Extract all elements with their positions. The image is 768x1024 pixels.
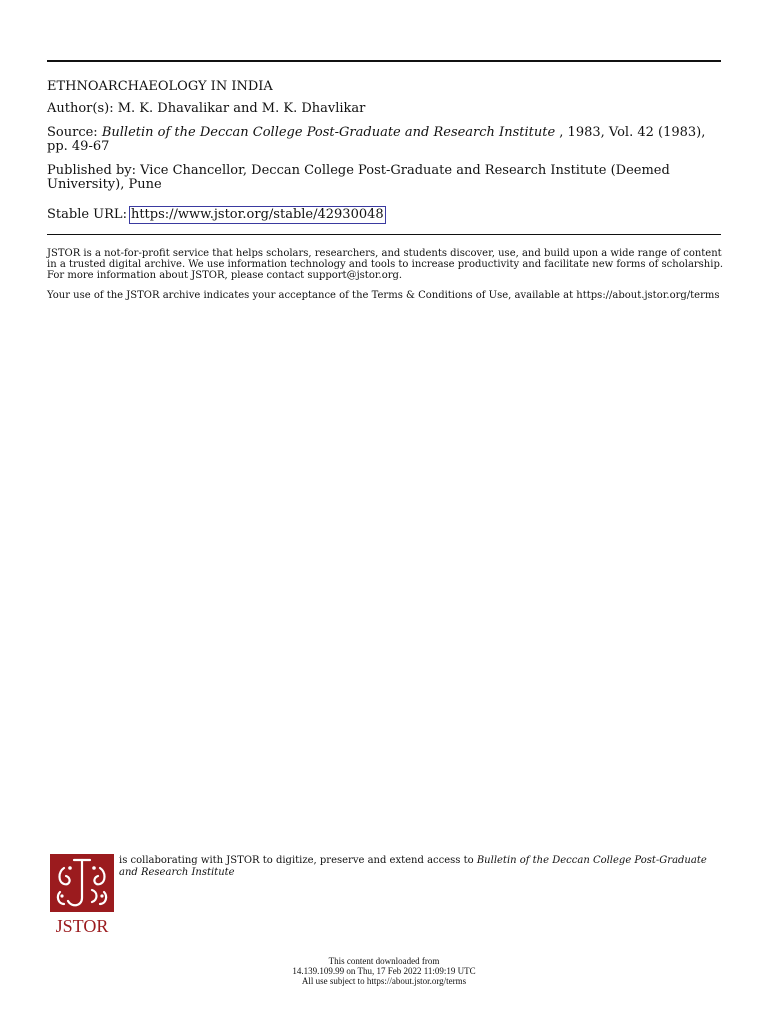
collaboration-journal: Bulletin of the Deccan College Post-Graduate and Research Institute xyxy=(119,855,707,878)
jstor-logo-wordmark: JSTOR xyxy=(55,916,109,936)
download-footer xyxy=(0,956,768,986)
jstor-about-notice: JSTOR is a not-for-profit service that helps scholars, researchers, and students discover, use, and build upon a wide range of content in a trusted digital archive. We use information technology and tools to increase productivity and facilitate new forms of scholarship. For more information about JSTOR, please contact support@jstor.org. xyxy=(47,248,724,281)
authors-label: Author(s): xyxy=(47,101,114,116)
publisher-line xyxy=(47,164,727,192)
terms-notice: Your use of the JSTOR archive indicates your acceptance of the Terms & Conditions of Use, available at https://about.jstor.org/terms xyxy=(47,290,720,301)
stable-url-link[interactable]: https://www.jstor.org/stable/42930048 xyxy=(130,207,384,222)
publisher-value: Vice Chancellor, Deccan College Post-Graduate and Research Institute (Deemed University), Pune xyxy=(47,163,670,192)
footer-line-2: 14.139.109.99 on Thu, 17 Feb 2022 11:09:19 UTC xyxy=(292,966,476,976)
source-journal: Bulletin of the Deccan College Post-Graduate and Research Institute xyxy=(101,125,556,140)
source-line xyxy=(47,126,727,154)
top-rule xyxy=(47,60,721,62)
jstor-logo xyxy=(50,854,114,936)
authors-value: M. K. Dhavalikar and M. K. Dhavlikar xyxy=(117,101,366,116)
article-title: ETHNOARCHAEOLOGY IN INDIA xyxy=(47,79,273,94)
source-label: Source: xyxy=(47,125,98,140)
stable-url-label: Stable URL: xyxy=(47,207,127,222)
authors-line xyxy=(47,102,727,116)
footer-line-1: This content downloaded from xyxy=(328,956,440,966)
source-details: , 1983, Vol. 42 (1983), pp. 49-67 xyxy=(47,125,706,154)
stable-url-line xyxy=(47,206,727,224)
section-divider xyxy=(47,234,721,235)
published-by-label: Published by: xyxy=(47,163,136,178)
collaboration-prefix: is collaborating with JSTOR to digitize, preserve and extend access to xyxy=(119,855,474,866)
footer-line-3: All use subject to https://about.jstor.org/terms xyxy=(301,976,467,986)
collaboration-statement xyxy=(119,855,719,879)
